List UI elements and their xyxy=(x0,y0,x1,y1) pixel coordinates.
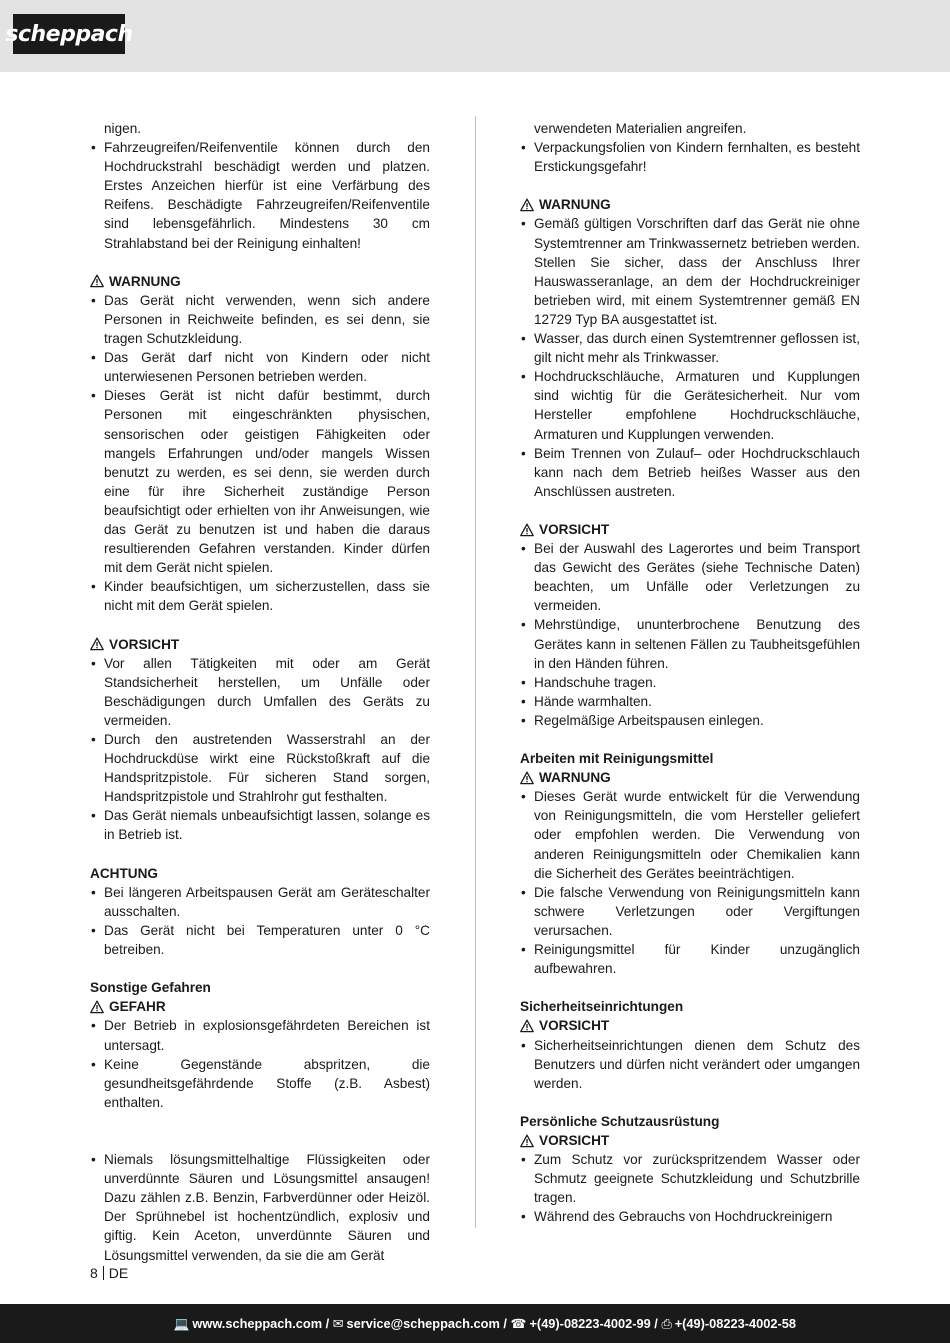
right-column xyxy=(520,119,860,1226)
continued-text: nigen. xyxy=(104,121,142,136)
page-number-value: 8 xyxy=(90,1265,98,1281)
warning-label: WARNUNG xyxy=(539,197,611,213)
list-item: • Das Gerät nicht bei Temperaturen unter 0 °C betreiben. xyxy=(90,921,430,959)
bullet-list xyxy=(520,214,860,500)
section-heading: Persönliche Schutzausrüstung xyxy=(520,1113,720,1129)
bullet-list xyxy=(90,1150,430,1265)
warning-label: VORSICHT xyxy=(539,1132,610,1148)
footer-phone[interactable] xyxy=(511,1316,658,1332)
warning-heading xyxy=(520,1131,860,1150)
brand-name: scheppach xyxy=(5,21,133,47)
list-item: • Gemäß gültigen Vorschriften darf das Gerät nie ohne Systemtrenner am Trinkwassernetz betrieben werden. Stellen Sie sicher, dass der Anschluss Ihrer Hauswasseranlage, an dem der Hochdruckreiniger betrieben wird, mit einem Systemtrenner gemäß EN 12729 Typ BA ausgestattet ist. xyxy=(520,214,860,329)
bullet-list xyxy=(90,654,430,845)
bullet-list xyxy=(90,291,430,616)
warning-heading xyxy=(520,768,860,787)
warning-triangle-icon xyxy=(520,771,534,785)
warning-heading xyxy=(520,1016,860,1035)
warning-label: GEFAHR xyxy=(109,999,166,1015)
bullet-list xyxy=(90,1016,430,1111)
section-heading: ACHTUNG xyxy=(90,865,158,881)
spacer xyxy=(520,1093,860,1112)
warning-heading xyxy=(520,520,860,539)
computer-icon: 💻 xyxy=(173,1315,190,1331)
section-heading: Arbeiten mit Reinigungsmittel xyxy=(520,751,714,767)
list-item: • Verpackungsfolien von Kindern fernhalten, es besteht Erstickungsgefahr! xyxy=(520,138,860,176)
warning-triangle-icon xyxy=(520,523,534,537)
footer-bar xyxy=(0,1304,950,1343)
header-bar xyxy=(0,0,950,72)
bullet-list xyxy=(520,787,860,978)
fax-icon: ⎙ xyxy=(661,1315,672,1331)
list-item: • Handschuhe tragen. xyxy=(520,673,860,692)
list-item: • Beim Trennen von Zulauf– oder Hochdruckschlauch kann nach dem Betrieb heißes Wasser aus den Anschlüssen austreten. xyxy=(520,444,860,501)
footer-fax[interactable] xyxy=(661,1316,796,1332)
spacer xyxy=(90,1112,430,1150)
warning-heading xyxy=(90,272,430,291)
spacer xyxy=(520,730,860,749)
warning-label: WARNUNG xyxy=(539,770,611,786)
warning-triangle-icon xyxy=(90,1000,104,1014)
warning-label: VORSICHT xyxy=(539,521,610,537)
bullet-list xyxy=(520,1150,860,1226)
mail-icon: ✉ xyxy=(332,1315,344,1331)
list-item: • Niemals lösungsmittelhaltige Flüssigkeiten oder unverdünnte Säuren und Lösungsmittel ansaugen! Dazu zählen z.B. Benzin, Farbverdünner oder Heizöl. Der Sprühnebel ist hochentzündlich, explosiv und giftig. Kein Aceton, unverdünnte Säuren und Lösungsmittel verwenden, da sie die am Gerät xyxy=(90,1150,430,1265)
page-number xyxy=(90,1265,128,1281)
list-item: • Dieses Gerät wurde entwickelt für die Verwendung von Reinigungsmitteln, die vom Hersteller geliefert oder empfohlen werden. Die Verwendung von anderen Reinigungsmitteln oder Chemikalien kann die Sicherheit des Gerätes beeinträchtigen. xyxy=(520,787,860,882)
section-heading: Sicherheitseinrichtungen xyxy=(520,999,684,1015)
spacer xyxy=(520,176,860,195)
spacer xyxy=(520,978,860,997)
bullet-list xyxy=(520,1036,860,1093)
page-language: DE xyxy=(108,1265,129,1281)
warning-triangle-icon xyxy=(520,1019,534,1033)
list-item: • Regelmäßige Arbeitspausen einlegen. xyxy=(520,711,860,730)
list-item: • Kinder beaufsichtigen, um sicherzustellen, dass sie nicht mit dem Gerät spielen. xyxy=(90,577,430,615)
bullet-list xyxy=(90,138,430,253)
bullet-list xyxy=(520,539,860,730)
footer-email-text: service@scheppach.com / xyxy=(346,1315,507,1331)
list-item: • Vor allen Tätigkeiten mit oder am Gerät Standsicherheit herstellen, um Unfälle oder Beschädigungen durch Umfallen des Geräts zu vermeiden. xyxy=(90,654,430,730)
list-item: • Mehrstündige, ununterbrochene Benutzung des Gerätes kann in seltenen Fällen zu Taubheitsgefühlen in den Händen führen. xyxy=(520,615,860,672)
warning-triangle-icon xyxy=(520,198,534,212)
footer-email[interactable] xyxy=(333,1316,507,1332)
list-item: • Keine Gegenstände abspritzen, die gesundheitsgefährdende Stoffe (z.B. Asbest) enthalten. xyxy=(90,1055,430,1112)
list-item: • Das Gerät niemals unbeaufsichtigt lassen, solange es in Betrieb ist. xyxy=(90,806,430,844)
spacer xyxy=(520,501,860,520)
list-item: • Zum Schutz vor zurückspritzendem Wasser oder Schmutz geeignete Schutzkleidung und Schutzbrille tragen. xyxy=(520,1150,860,1207)
footer-phone-text: +(49)-08223-4002-99 / xyxy=(529,1315,658,1331)
footer-website[interactable] xyxy=(173,1316,329,1332)
section-heading: Sonstige Gefahren xyxy=(90,980,211,996)
footer-website-text: www.scheppach.com / xyxy=(192,1315,330,1331)
left-column xyxy=(90,119,430,1265)
list-item: • Reinigungsmittel für Kinder unzugänglich aufbewahren. xyxy=(520,940,860,978)
spacer xyxy=(90,845,430,864)
warning-label: VORSICHT xyxy=(539,1018,610,1034)
list-item: • Dieses Gerät ist nicht dafür bestimmt, durch Personen mit eingeschränkten physischen, sensorischen oder geistigen Fähigkeiten oder mangels Erfahrungen und/oder mangels Wissen benutzt zu werden, es sei denn, sie werden durch eine für ihre Sicherheit zuständige Person beaufsichtigt oder erhielten von ihr Anweisungen, wie das Gerät zu benutzen ist und haben die daraus resultierenden Gefahren verstanden. Kinder dürfen mit dem Gerät nicht spielen. xyxy=(90,386,430,577)
warning-heading xyxy=(520,195,860,214)
page-number-separator xyxy=(103,1266,104,1280)
warning-triangle-icon xyxy=(520,1134,534,1148)
warning-label: WARNUNG xyxy=(109,273,181,289)
list-item: • Das Gerät nicht verwenden, wenn sich andere Personen in Reichweite befinden, es sei denn, sie tragen Schutzkleidung. xyxy=(90,291,430,348)
list-item: • Hände warmhalten. xyxy=(520,692,860,711)
list-item: • Das Gerät darf nicht von Kindern oder nicht unterwiesenen Personen betrieben werden. xyxy=(90,348,430,386)
list-item: • Die falsche Verwendung von Reinigungsmitteln kann schwere Verletzungen oder Vergiftungen verursachen. xyxy=(520,883,860,940)
bullet-list xyxy=(520,138,860,176)
warning-heading xyxy=(90,997,430,1016)
list-item: • Hochdruckschläuche, Armaturen und Kupplungen sind wichtig für die Gerätesicherheit. Nur vom Hersteller empfohlene Hochdruckschläuche, Armaturen und Kupplungen verwenden. xyxy=(520,367,860,443)
warning-triangle-icon xyxy=(90,274,104,288)
warning-triangle-icon xyxy=(90,637,104,651)
bullet-list xyxy=(90,883,430,959)
list-item: • Sicherheitseinrichtungen dienen dem Schutz des Benutzers und dürfen nicht verändert oder umgangen werden. xyxy=(520,1036,860,1093)
list-item: • Wasser, das durch einen Systemtrenner geflossen ist, gilt nicht mehr als Trinkwasser. xyxy=(520,329,860,367)
list-item: • Fahrzeugreifen/Reifenventile können durch den Hochdruckstrahl beschädigt werden und platzen. Erstes Anzeichen hierfür ist eine Verfärbung des Reifens. Beschädigte Fahrzeugreifen/Reifenventile sind lebensgefährlich. Mindestens 30 cm Strahlabstand bei der Reinigung einhalten! xyxy=(90,138,430,253)
list-item: • Durch den austretenden Wasserstrahl an der Hochdruckdüse wirkt eine Rückstoßkraft auf die Handspritzpistole. Für sicheren Stand sorgen, Handspritzpistole und Strahlrohr gut festhalten. xyxy=(90,730,430,806)
warning-label: VORSICHT xyxy=(109,636,180,652)
spacer xyxy=(90,615,430,634)
spacer xyxy=(90,253,430,272)
list-item: • Bei der Auswahl des Lagerortes und beim Transport das Gewicht des Gerätes (siehe Technische Daten) beachten, um Unfälle oder Verletzungen zu vermeiden. xyxy=(520,539,860,615)
continued-text: verwendeten Materialien angreifen. xyxy=(534,121,747,136)
footer-fax-text: +(49)-08223-4002-58 xyxy=(674,1315,796,1331)
list-item: • Bei längeren Arbeitspausen Gerät am Geräteschalter ausschalten. xyxy=(90,883,430,921)
list-item: • Während des Gebrauchs von Hochdruckreinigern xyxy=(520,1207,860,1226)
phone-icon: ☎ xyxy=(510,1315,527,1331)
list-item: • Der Betrieb in explosionsgefährdeten Bereichen ist untersagt. xyxy=(90,1016,430,1054)
warning-heading xyxy=(90,635,430,654)
brand-logo xyxy=(5,14,133,54)
spacer xyxy=(90,959,430,978)
column-divider xyxy=(475,116,476,1228)
